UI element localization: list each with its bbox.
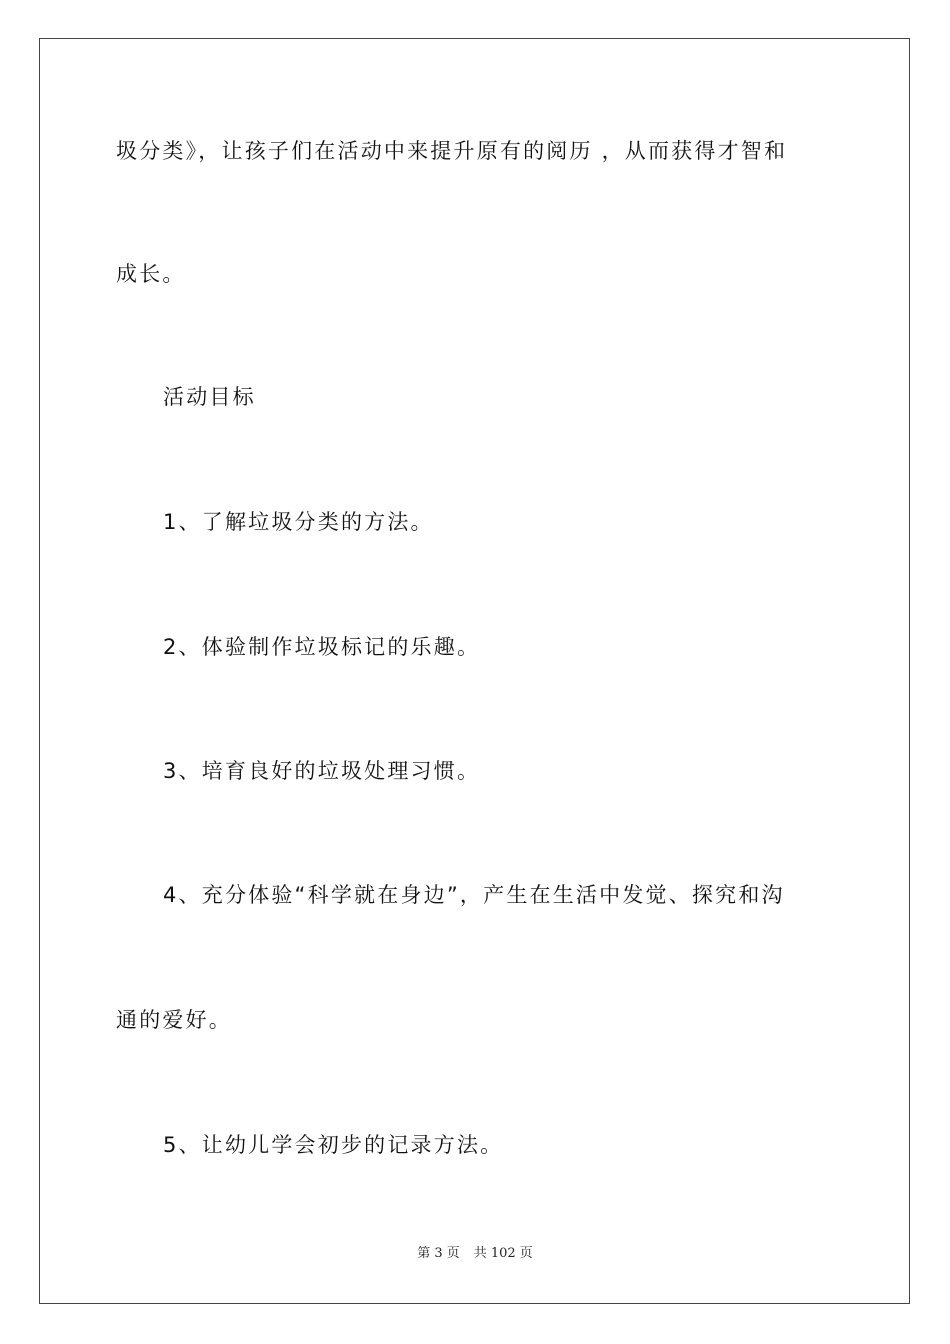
list-item: 4、充分体验“科学就在身边”，产生在生活中发觉、探究和沟 xyxy=(163,883,785,907)
section-heading: 活动目标 xyxy=(163,385,256,409)
page-footer xyxy=(0,1245,950,1263)
list-item: 2、体验制作垃圾标记的乐趣。 xyxy=(163,635,481,659)
paragraph-line: 圾分类》，让孩子们在活动中来提升原有的阅历 ，从而获得才智和 xyxy=(116,139,788,163)
list-item: 5、让幼儿学会初步的记录方法。 xyxy=(163,1133,504,1157)
list-item: 1、了解垃圾分类的方法。 xyxy=(163,510,434,534)
page-total: 共 102 页 xyxy=(473,1246,533,1261)
page-border xyxy=(39,38,910,1304)
page-number: 第 3 页 xyxy=(417,1246,460,1261)
paragraph-line: 通的爱好。 xyxy=(116,1008,232,1032)
list-item: 3、培育良好的垃圾处理习惯。 xyxy=(163,759,481,783)
paragraph-line: 成长。 xyxy=(116,262,186,286)
